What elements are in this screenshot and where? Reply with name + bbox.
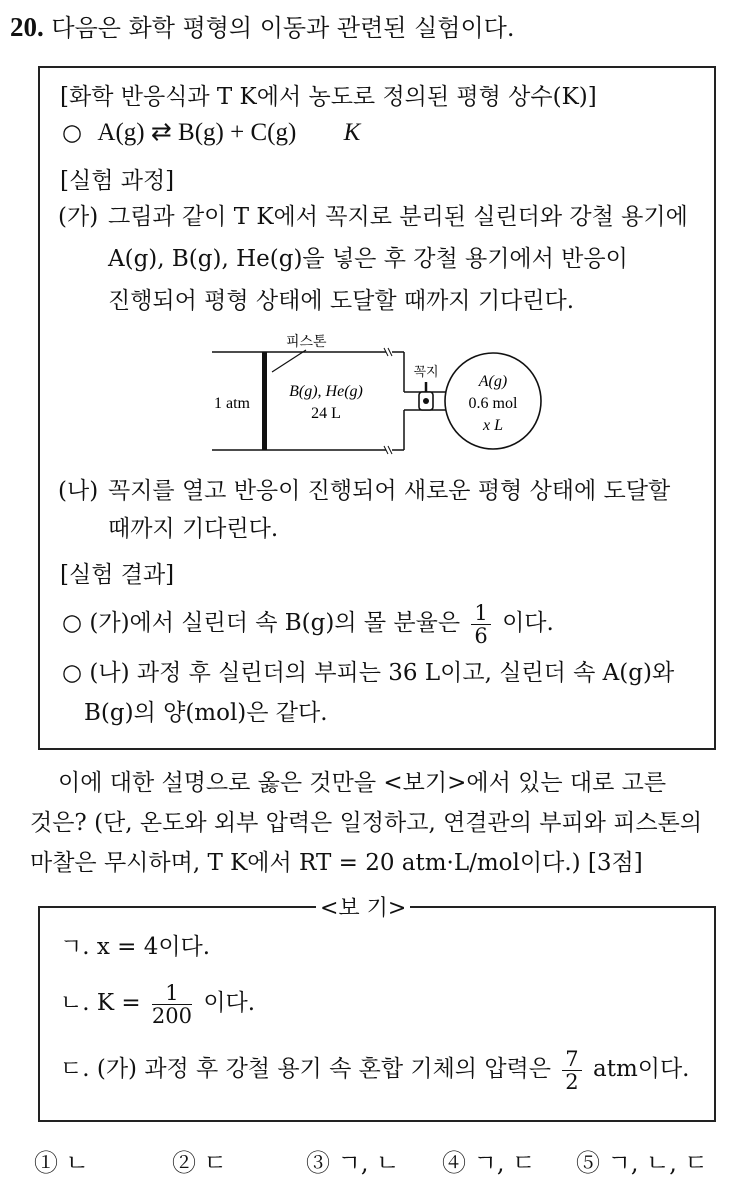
boki-header: <보 기> — [316, 891, 410, 922]
reaction-equation: A(g) ⇄ B(g) + C(g) — [97, 119, 297, 146]
boki-item-2-suffix: 이다. — [203, 990, 256, 1016]
boki-item-3-prefix: ㄷ. (가) 과정 후 강철 용기 속 혼합 기체의 압력은 — [60, 1056, 551, 1082]
result-header: [실험 결과] — [60, 562, 175, 588]
choice-3-number: ③ — [306, 1149, 330, 1177]
choice-2[interactable] — [172, 1143, 227, 1178]
boki-item-2-prefix: ㄴ. K = — [60, 990, 141, 1016]
k-fraction-denominator: 200 — [151, 1003, 193, 1028]
step-na-line-2: 때까지 기다린다. — [108, 516, 279, 542]
choice-2-text: ㄷ — [203, 1149, 227, 1177]
result-1-suffix: 이다. — [502, 610, 554, 636]
step-ga-line-1: 그림과 같이 T K에서 꼭지로 분리된 실린더와 강철 용기에 — [108, 204, 688, 230]
step-na-line-1: 꼭지를 열고 반응이 진행되어 새로운 평형 상태에 도달할 — [108, 478, 671, 504]
choice-5-number: ⑤ — [576, 1149, 600, 1177]
apparatus-diagram — [208, 330, 548, 470]
result-1 — [62, 598, 554, 648]
pressure-fraction-denominator: 2 — [565, 1069, 579, 1094]
boki-item-3-suffix: atm이다. — [592, 1056, 690, 1082]
boki-item-1: ㄱ. x = 4이다. — [60, 934, 211, 960]
pressure-fraction-numerator: 7 — [562, 1048, 581, 1071]
prompt-line-2: 것은? (단, 온도와 외부 압력은 일정하고, 연결관의 부피와 피스톤의 — [30, 810, 703, 836]
prompt-line-1: 이에 대한 설명으로 옳은 것만을 <보기>에서 있는 대로 고른 — [58, 770, 667, 796]
choice-5-text: ㄱ, ㄴ, ㄷ — [607, 1149, 708, 1177]
k-fraction — [152, 982, 192, 1027]
valve-core — [423, 398, 429, 404]
choice-4-text: ㄱ, ㄷ — [473, 1149, 536, 1177]
k-fraction-numerator: 1 — [152, 982, 192, 1005]
vessel-gas-label: A(g) — [478, 373, 508, 390]
procedure-header: [실험 과정] — [60, 168, 175, 194]
mole-fraction-denominator: 6 — [474, 623, 488, 648]
result-2-line-2: B(g)의 양(mol)은 같다. — [84, 700, 328, 726]
step-ga-line-2: A(g), B(g), He(g)을 넣은 후 강철 용기에서 반응이 — [108, 246, 628, 272]
cylinder-gas-label: B(g), He(g) — [289, 383, 363, 400]
choice-3-text: ㄱ, ㄴ — [337, 1149, 400, 1177]
boki-item-2 — [60, 978, 255, 1028]
step-ga-line-3: 진행되어 평형 상태에 도달할 때까지 기다린다. — [108, 288, 575, 314]
prompt-line-3: 마찰은 무시하며, T K에서 RT = 20 atm·L/mol이다.) [3점] — [30, 850, 643, 876]
step-na-label: (나) — [58, 478, 99, 504]
boki-box — [38, 906, 716, 1122]
choice-3[interactable] — [306, 1143, 399, 1178]
piston-pointer — [272, 350, 306, 372]
question-header — [10, 8, 514, 43]
result-1-prefix: ○ (가)에서 실린더 속 B(g)의 몰 분율은 — [62, 610, 461, 636]
bullet-icon: ○ — [62, 120, 83, 146]
mole-fraction — [471, 602, 490, 647]
equilibrium-constant-symbol: K — [343, 119, 361, 146]
step-ga-label: (가) — [58, 204, 99, 230]
piston — [262, 352, 267, 450]
choice-4-number: ④ — [442, 1149, 466, 1177]
reaction-header: [화학 반응식과 T K에서 농도로 정의된 평형 상수(K)] — [60, 84, 597, 110]
choice-1[interactable] — [34, 1143, 89, 1178]
cylinder-volume-label: 24 L — [311, 405, 341, 422]
pressure-label: 1 atm — [214, 395, 250, 412]
choice-1-number: ① — [34, 1149, 58, 1177]
mole-fraction-numerator: 1 — [471, 602, 490, 625]
question-number: 20. — [10, 12, 44, 42]
vessel-volume-label: x L — [483, 417, 503, 434]
piston-label: 피스톤 — [286, 335, 327, 350]
experiment-box — [38, 66, 716, 750]
reaction-equation-line — [62, 118, 360, 148]
choice-2-number: ② — [172, 1149, 196, 1177]
valve-label: 꼭지 — [413, 364, 439, 379]
choice-1-text: ㄴ — [65, 1149, 89, 1177]
choice-5[interactable] — [576, 1143, 708, 1178]
result-2-line-1: ○ (나) 과정 후 실린더의 부피는 36 L이고, 실린더 속 A(g)와 — [62, 660, 675, 686]
pressure-fraction — [562, 1048, 581, 1093]
boki-item-3 — [60, 1044, 690, 1094]
question-title: 다음은 화학 평형의 이동과 관련된 실험이다. — [51, 14, 515, 42]
choice-4[interactable] — [442, 1143, 535, 1178]
vessel-amount-label: 0.6 mol — [468, 395, 518, 412]
